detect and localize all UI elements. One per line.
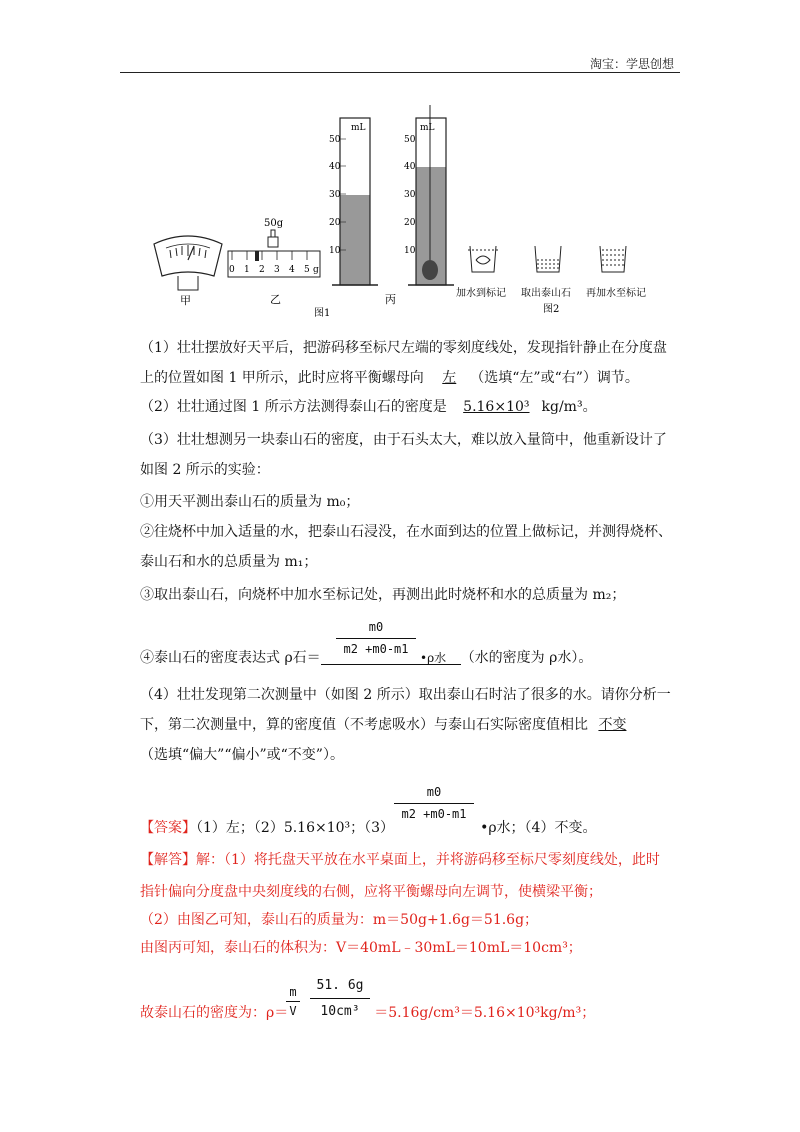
explain-line1 [140,850,660,870]
q3-step1: ①用天平测出泰山石的质量为 m₀； [140,494,360,510]
q3-line2: 如图 2 所示的实验： [140,462,270,478]
label-bing: 丙 [385,293,396,306]
page-header [120,58,680,73]
header-source: 淘宝：学思创想 [589,57,674,71]
ef-bar1 [286,1001,300,1002]
scale-unit: g [313,265,319,275]
explain-l5-text: 故泰山石的密度为：ρ＝ [140,1005,289,1021]
explain-tag: 【解答】 [140,852,196,868]
q3-rho-water: •ρ水 [420,651,447,665]
beaker-label: 再加水至标记 [586,288,646,299]
q1-line1: （1）壮壮摆放好天平后，把游码移至标尺左端的零刻度线处，发现指针静止在分度盘 [140,340,667,356]
q1-text-b: （选填“左”或“右”）调节。 [470,370,639,386]
q2-answer: 5.16×10³ [463,399,530,415]
answer-text: （1）左；（2）5.16×10³；（3） [196,820,395,836]
ef-bar2 [310,998,370,999]
cyl2-tick: 10 [404,246,416,256]
scale-tick: 2 [259,265,265,275]
q4-text: 下，第二次测量中，算的密度值（不考虑吸水）与泰山石实际密度值相比 [140,717,593,733]
ans-frac-bar [394,803,474,804]
cyl-tick: 50 [329,135,341,145]
q2-text: （2）壮壮通过图 1 所示方法测得泰山石的密度是 [140,399,452,415]
beaker-3 [600,246,626,272]
explain-line3: （2）由图乙可知，泰山石的质量为：m＝50g+1.6g＝51.6g； [140,912,539,928]
answer-tag: 【答案】 [140,820,196,836]
label-yi: 乙 [270,293,281,306]
cyl-tick: 30 [329,190,341,200]
weight-icon [268,230,278,247]
q2-line [140,397,597,417]
ef-num: 51. 6g [316,978,364,993]
ef-v: V [289,1004,297,1018]
explain-text: 解：（1）将托盘天平放在水平桌面上，并将游码移至标尺零刻度线处，此时 [196,852,660,868]
label-fig2: 图2 [543,304,560,315]
cyl2-tick: 20 [404,218,416,228]
q3-step2b: 泰山石和水的总质量为 m₁； [140,554,318,570]
frac-denominator: m2 +m0-m1 [343,642,409,656]
weight-label: 50g [264,218,284,229]
explain-line5 [140,1003,595,1023]
q4-answer: 不变 [598,717,627,733]
frac-numerator: m0 [368,620,384,634]
cyl2-unit: mL [420,123,435,133]
q3-step4-tail: （水的密度为 ρ水）。 [460,650,593,666]
ans-frac-den: m2 +m0-m1 [401,807,467,821]
experiment-figure [148,100,668,325]
label-jia: 甲 [180,294,191,307]
rider-icon [255,251,259,261]
q1-text: 上的位置如图 1 甲所示，此时应将平衡螺母向 [140,370,429,386]
q1-answer: 左 [442,370,457,386]
explain-line2: 指针偏向分度盘中央刻度线的右侧，应将平衡螺母向左调节，使横梁平衡； [140,884,602,900]
scale-tick: 4 [289,265,295,275]
q3-step4-text: ④泰山石的密度表达式 ρ石＝ [140,650,321,666]
scale-tick: 1 [244,265,250,275]
scale-tick: 5 [304,265,310,275]
answer-tail: •ρ水；（4）不变。 [480,820,597,836]
q3-line1: （3）壮壮想测另一块泰山石的密度，由于石头太大，难以放入量筒中，他重新设计了 [140,432,667,448]
cyl2-tick: 40 [404,162,416,172]
cyl2-tick: 50 [404,135,416,145]
q1-line2 [140,368,639,388]
ans-frac-num: m0 [426,785,442,799]
label-fig1: 图1 [314,308,331,319]
scale-tick: 0 [229,265,235,275]
balance-dial-icon [154,236,222,290]
scale-tick: 3 [274,265,280,275]
beaker-label: 加水到标记 [456,288,506,299]
ef-den: 10cm³ [320,1004,360,1019]
explain-line4: 由图丙可知，泰山石的体积为：V＝40mL﹣30mL＝10mL＝10cm³； [140,940,582,956]
cyl-tick: 20 [329,218,341,228]
q3-step2a: ②往烧杯中加入适量的水，把泰山石浸没，在水面到达的位置上做标记，并测得烧杯、 [140,524,672,540]
q2-suffix: kg/m³。 [541,399,597,415]
stone-icon [422,260,438,280]
answer-line [140,818,596,838]
beaker-1 [468,246,498,272]
q4-line1: （4）壮壮发现第二次测量中（如图 2 所示）取出泰山石时沾了很多的水。请你分析一 [140,687,671,703]
cyl2-tick: 30 [404,190,416,200]
ef-m: m [289,985,297,999]
q4-line2 [140,715,632,735]
beaker-label: 取出泰山石 [521,288,571,299]
beaker-2 [535,246,561,272]
cyl-tick: 40 [329,162,341,172]
frac-bar [336,638,416,639]
explain-l5-tail: ＝5.16g/cm³＝5.16×10³kg/m³； [374,1005,596,1021]
cyl-unit: mL [351,123,366,133]
q4-line3: （选填“偏大”“偏小”或“不变”）。 [140,747,344,763]
cyl-tick: 10 [329,246,341,256]
q3-step3: ③取出泰山石，向烧杯中加水至标记处，再测出此时烧杯和水的总质量为 m₂； [140,587,626,603]
